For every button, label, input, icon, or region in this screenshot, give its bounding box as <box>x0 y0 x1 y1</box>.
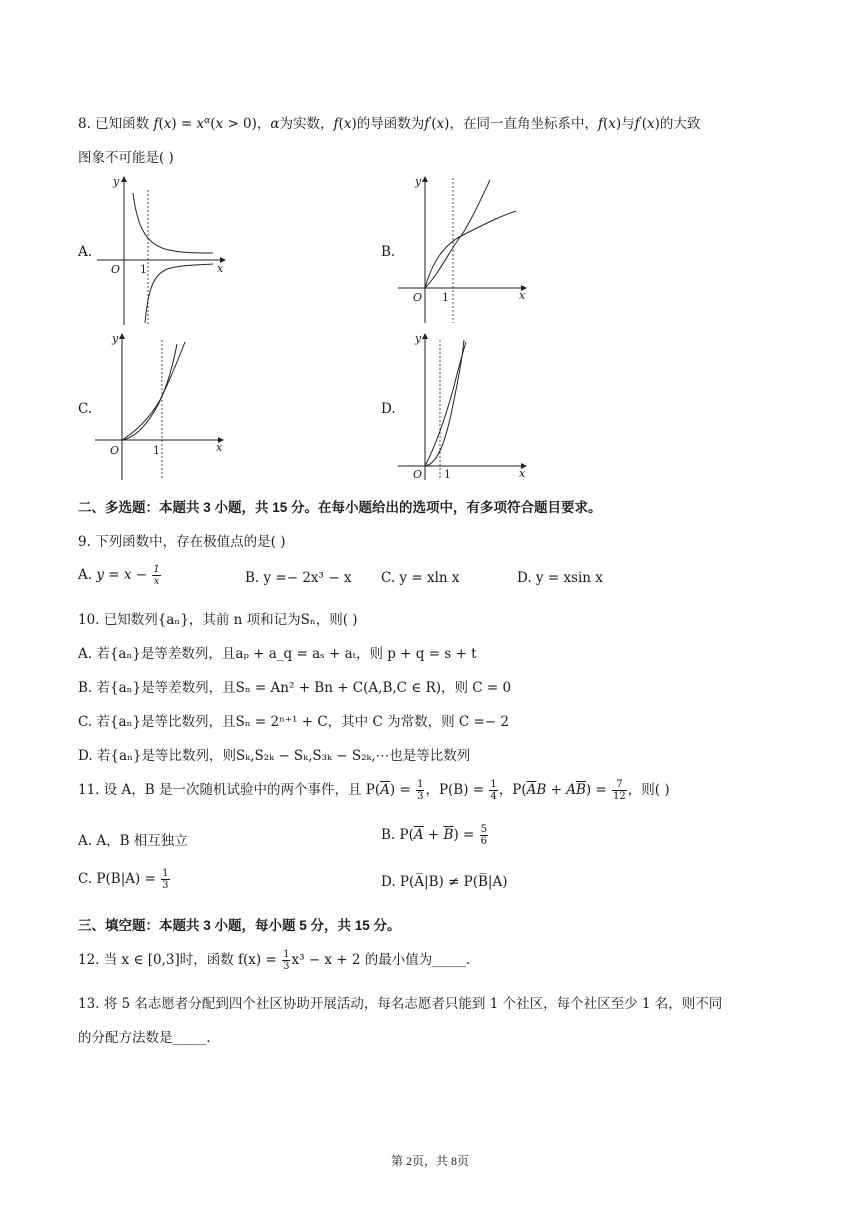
q11-stem: 11. 设 A，B 是一次随机试验中的两个事件，且 $P(\overline{A})$ = $\frac{1}{3}$ ，P(B) = $\frac{1}{4}$ ，$P(\overline{A}B + A\overline{B})$ = $\frac{7}{12}$ ，则( ) <box>78 779 670 802</box>
x-axis-label: x <box>519 289 526 302</box>
q10-option-a: A. 若{aₙ}是等差数列，且aₚ + a_q = aₛ + aₜ，则 p + q = s + t <box>78 646 477 662</box>
graph-b <box>398 175 538 325</box>
q10-option-c: C. 若{aₙ}是等比数列，且Sₙ = 2ⁿ⁺¹ + C，其中 C 为常数，则 C =− 2 <box>78 714 509 730</box>
tick-one-label: 1 <box>444 468 451 481</box>
x-axis-label: x <box>519 467 526 480</box>
origin-label: O <box>111 263 121 276</box>
q13-stem-line1: 13. 将 5 名志愿者分配到四个社区协助开展活动，每名志愿者只能到 1 个社区，每个社区至少 1 名，则不同 <box>78 996 723 1012</box>
q10-option-d: D. 若{aₙ}是等比数列，则Sₖ,S₂ₖ − Sₖ,S₃ₖ − S₂ₖ,⋯也是等比数列 <box>78 748 471 764</box>
section-3-heading: 三、填空题：本题共 3 小题，每小题 5 分，共 15 分。 <box>78 918 401 933</box>
q8-stem-line2: 图象不可能是( ) <box>78 150 174 166</box>
curve-fprime <box>425 180 490 288</box>
q9-stem: 9. 下列函数中，存在极值点的是( ) <box>78 534 286 550</box>
q11-option-a: A. A，B 相互独立 <box>78 833 188 849</box>
graph-d <box>398 330 538 480</box>
graph-c <box>95 330 235 480</box>
q8-stem-line1: 8. 已知函数 $f(x) = x^\alpha(x > 0)$，α为实数，f(x)的导函数为f′(x)，在同一直角坐标系中，f(x)与f′(x)的大致 <box>78 116 701 132</box>
q10-option-b: B. 若{aₙ}是等差数列，且Sₙ = An² + Bn + C(A,B,C ∈ R)，则 C = 0 <box>78 680 512 696</box>
curve-f <box>133 193 213 253</box>
q9-option-b: B. y =− 2x³ − x <box>245 570 352 586</box>
q8-option-d-label: D. <box>381 401 396 417</box>
q9-option-c: C. y = xln x <box>381 570 460 586</box>
curve-fprime <box>122 344 177 440</box>
tick-one-label: 1 <box>140 263 147 276</box>
y-axis-label: y <box>415 332 422 345</box>
curve-f <box>425 211 516 288</box>
section-2-heading: 二、多选题：本题共 3 小题，共 15 分。在每小题给出的选项中，有多项符合题目要求。 <box>78 500 602 515</box>
q10-stem: 10. 已知数列{aₙ}，其前 n 项和记为Sₙ，则( ) <box>78 612 358 628</box>
y-axis-label: y <box>415 175 422 188</box>
origin-label: O <box>413 468 423 481</box>
q12-stem: 12. 当 x ∈ [0,3]时，函数 f(x) = $\frac{1}{3}$ x³ − x + 2 的最小值为_____. <box>78 949 471 972</box>
page-footer: 第 2页，共 8页 <box>390 1154 469 1168</box>
q8-option-a-label: A. <box>78 244 93 260</box>
y-axis-label: y <box>113 175 120 188</box>
curve-fprime <box>425 340 464 466</box>
q11-option-b: B. $P(\overline{A} + \overline{B})$ = $\frac{5}{6}$ <box>381 824 487 847</box>
q9-option-a: A. y = x − $\frac{1}{x}$ <box>78 564 160 587</box>
curve-f <box>425 342 466 466</box>
curve-fprime <box>145 264 213 323</box>
q9-option-d: D. y = xsin x <box>517 570 603 586</box>
x-axis-label: x <box>216 441 223 454</box>
q11-option-c: C. P(B|A) = $\frac{1}{3}$ <box>78 868 169 891</box>
origin-label: O <box>110 444 120 457</box>
q8-option-c-label: C. <box>78 401 93 417</box>
origin-label: O <box>413 291 423 304</box>
q13-stem-line2: 的分配方法数是_____. <box>78 1030 211 1046</box>
q8-option-b-label: B. <box>381 244 396 260</box>
q11-option-d: D. P(A̅|B) ≠ P(B̅|A) <box>381 874 508 890</box>
graph-a <box>95 175 235 325</box>
y-axis-label: y <box>112 332 119 345</box>
tick-one-label: 1 <box>442 291 449 304</box>
curve-f <box>122 342 185 440</box>
tick-one-label: 1 <box>153 444 160 457</box>
x-axis-label: x <box>217 262 224 275</box>
